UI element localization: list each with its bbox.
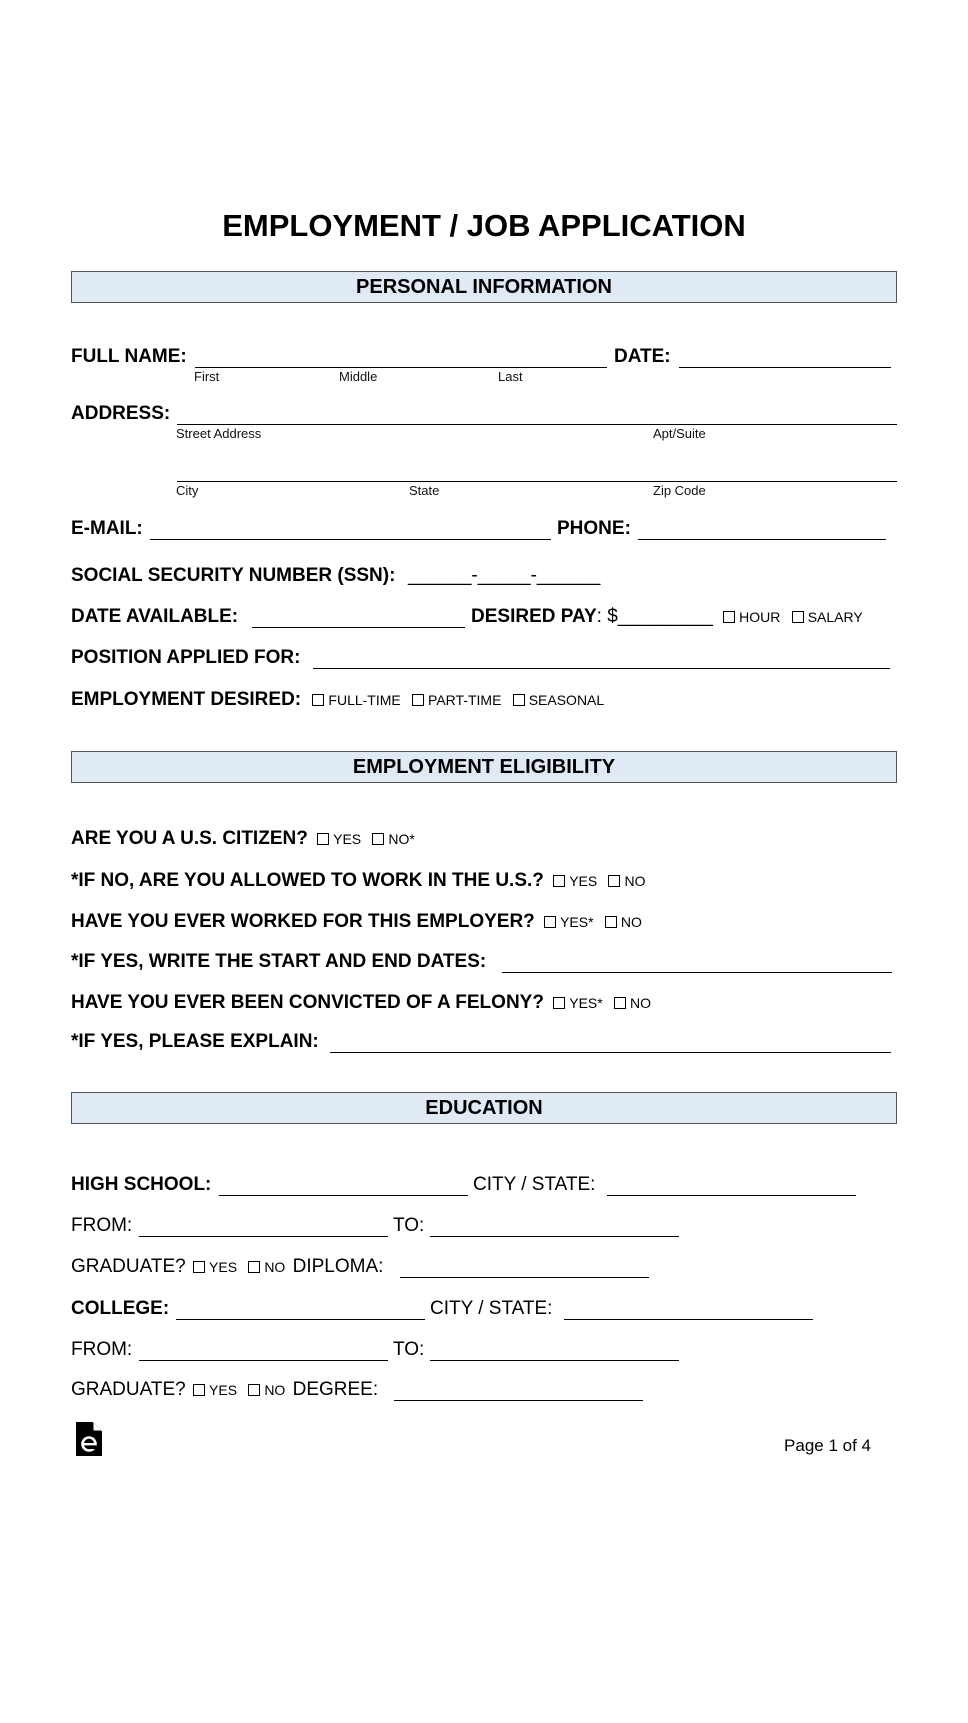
salary-checkbox[interactable]: [792, 611, 804, 623]
college-field[interactable]: [176, 1319, 425, 1320]
college-city-state-field[interactable]: [564, 1319, 813, 1320]
college-from-label: FROM:: [71, 1339, 133, 1360]
hour-option: HOUR: [739, 609, 781, 625]
hs-from-label: FROM:: [71, 1215, 133, 1236]
high-school-field[interactable]: [219, 1195, 468, 1196]
high-school-label: HIGH SCHOOL:: [71, 1174, 212, 1195]
worked-yes-checkbox[interactable]: [544, 916, 556, 928]
date-label: DATE:: [614, 346, 671, 367]
college-graduate-yes-checkbox[interactable]: [193, 1384, 205, 1396]
apt-caption: Apt/Suite: [653, 426, 706, 441]
citizen-yes-checkbox[interactable]: [317, 833, 329, 845]
citizen-yes-option: YES: [333, 831, 362, 847]
worked-question: HAVE YOU EVER WORKED FOR THIS EMPLOYER?: [71, 911, 535, 932]
diploma-field[interactable]: [400, 1277, 649, 1278]
email-label: E-MAIL:: [71, 518, 143, 539]
explain-question: *IF YES, PLEASE EXPLAIN:: [71, 1031, 319, 1052]
eforms-logo-icon: [76, 1422, 102, 1456]
hs-graduate-no-option: NO: [264, 1259, 286, 1275]
hs-graduate-yes-option: YES: [209, 1259, 238, 1275]
full-time-option: FULL-TIME: [328, 692, 401, 708]
name-last-caption: Last: [498, 369, 523, 384]
position-field[interactable]: [313, 668, 890, 669]
seasonal-checkbox[interactable]: [513, 694, 525, 706]
college-city-state-label: CITY / STATE:: [430, 1298, 553, 1319]
college-to-label: TO:: [393, 1339, 425, 1360]
dates-field[interactable]: [502, 972, 892, 973]
diploma-label: DIPLOMA:: [292, 1256, 384, 1277]
street-caption: Street Address: [176, 426, 262, 441]
hs-to-field[interactable]: [430, 1236, 679, 1237]
state-caption: State: [409, 483, 440, 498]
date-available-field[interactable]: [252, 627, 465, 628]
hs-city-state-field[interactable]: [607, 1195, 856, 1196]
worked-no-option: NO: [620, 914, 642, 930]
phone-label: PHONE:: [557, 518, 631, 539]
employment-desired-label: EMPLOYMENT DESIRED:: [71, 689, 302, 710]
citizen-no-option: NO*: [388, 831, 415, 847]
hs-graduate-yes-checkbox[interactable]: [193, 1261, 205, 1273]
worked-yes-option: YES*: [560, 914, 594, 930]
college-from-field[interactable]: [139, 1360, 388, 1361]
part-time-checkbox[interactable]: [412, 694, 424, 706]
full-name-field[interactable]: [195, 367, 607, 368]
hs-city-state-label: CITY / STATE:: [473, 1174, 596, 1195]
page-title: EMPLOYMENT / JOB APPLICATION: [222, 208, 746, 243]
dates-question: *IF YES, WRITE THE START AND END DATES:: [71, 951, 487, 972]
felony-question: HAVE YOU EVER BEEN CONVICTED OF A FELONY?: [71, 992, 544, 1013]
ssn-field[interactable]: ______-_____-______: [408, 565, 601, 586]
section-header-eligibility: EMPLOYMENT ELIGIBILITY: [71, 751, 897, 783]
hs-graduate-label: GRADUATE?: [71, 1256, 186, 1277]
city-caption: City: [176, 483, 199, 498]
name-middle-caption: Middle: [339, 369, 378, 384]
college-to-field[interactable]: [430, 1360, 679, 1361]
college-label: COLLEGE:: [71, 1298, 170, 1319]
city-state-zip-field[interactable]: [177, 481, 897, 482]
felony-yes-checkbox[interactable]: [553, 997, 565, 1009]
college-graduate-yes-option: YES: [209, 1382, 238, 1398]
college-graduate-no-checkbox[interactable]: [248, 1384, 260, 1396]
section-header-education: EDUCATION: [71, 1092, 897, 1124]
seasonal-option: SEASONAL: [528, 692, 605, 708]
allowed-yes-checkbox[interactable]: [553, 875, 565, 887]
hour-checkbox[interactable]: [723, 611, 735, 623]
phone-field[interactable]: [638, 539, 886, 540]
college-graduate-label: GRADUATE?: [71, 1379, 186, 1400]
salary-option: SALARY: [807, 609, 863, 625]
street-address-field[interactable]: [177, 424, 897, 425]
address-label: ADDRESS:: [71, 403, 171, 424]
position-label: POSITION APPLIED FOR:: [71, 647, 301, 668]
desired-pay-label: DESIRED PAY: [471, 606, 597, 627]
citizen-no-checkbox[interactable]: [372, 833, 384, 845]
hs-to-label: TO:: [393, 1215, 425, 1236]
allowed-question: *IF NO, ARE YOU ALLOWED TO WORK IN THE U.S.?: [71, 870, 544, 891]
degree-label: DEGREE:: [292, 1379, 379, 1400]
allowed-no-checkbox[interactable]: [608, 875, 620, 887]
date-available-label: DATE AVAILABLE:: [71, 606, 239, 627]
name-first-caption: First: [194, 369, 220, 384]
allowed-no-option: NO: [624, 873, 646, 889]
college-graduate-no-option: NO: [264, 1382, 286, 1398]
hs-from-field[interactable]: [139, 1236, 388, 1237]
section-header-personal: PERSONAL INFORMATION: [71, 271, 897, 303]
allowed-yes-option: YES: [569, 873, 598, 889]
felony-no-option: NO: [629, 995, 651, 1011]
citizen-question: ARE YOU A U.S. CITIZEN?: [71, 828, 308, 849]
full-name-label: FULL NAME:: [71, 346, 187, 367]
zip-caption: Zip Code: [653, 483, 706, 498]
date-field[interactable]: [679, 367, 891, 368]
felony-no-checkbox[interactable]: [614, 997, 626, 1009]
felony-yes-option: YES*: [569, 995, 603, 1011]
part-time-option: PART-TIME: [428, 692, 502, 708]
degree-field[interactable]: [394, 1400, 643, 1401]
email-field[interactable]: [150, 539, 551, 540]
ssn-label: SOCIAL SECURITY NUMBER (SSN):: [71, 565, 396, 586]
explain-field[interactable]: [330, 1052, 891, 1053]
desired-pay-field[interactable]: : $_________: [596, 606, 713, 627]
hs-graduate-no-checkbox[interactable]: [248, 1261, 260, 1273]
page-number: Page 1 of 4: [784, 1436, 871, 1455]
full-time-checkbox[interactable]: [312, 694, 324, 706]
worked-no-checkbox[interactable]: [605, 916, 617, 928]
